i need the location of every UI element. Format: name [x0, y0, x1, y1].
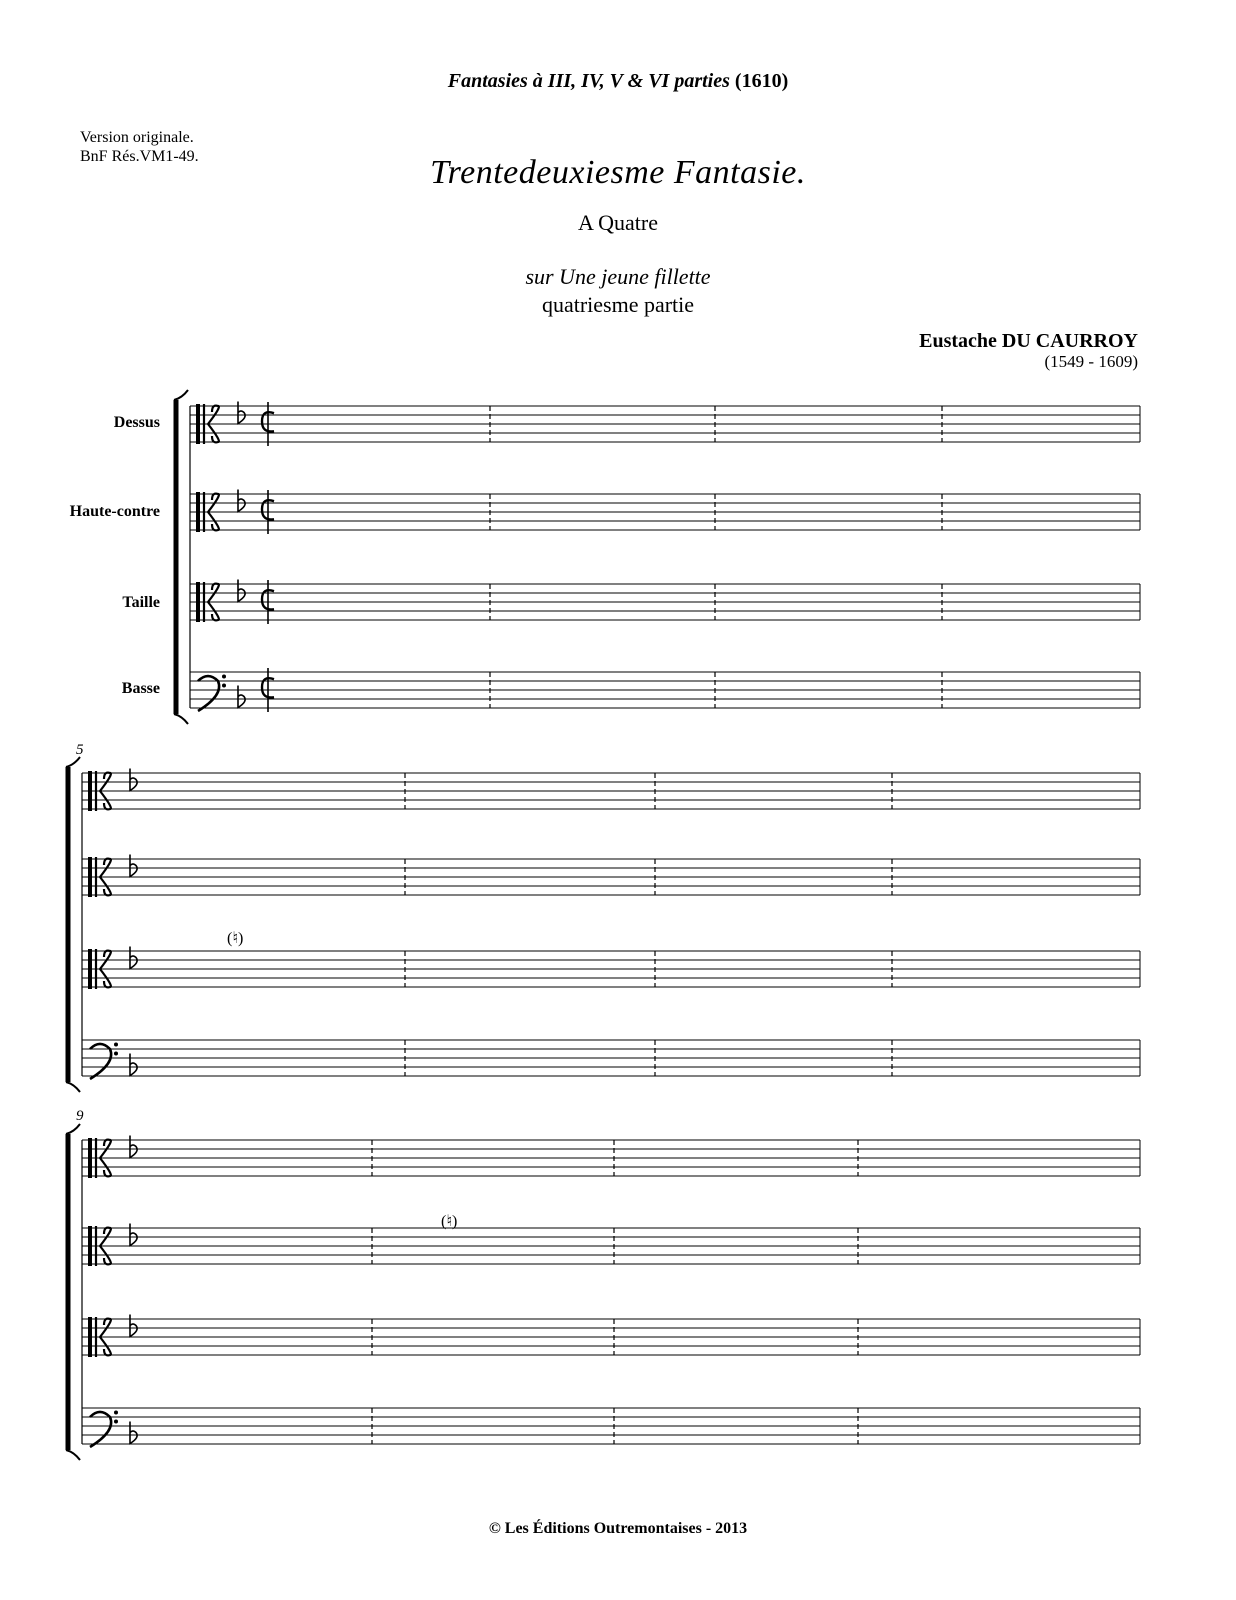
key-signature-flat — [130, 769, 137, 791]
key-signature-flat — [238, 686, 245, 708]
system-bracket-hook — [66, 1082, 80, 1092]
key-signature-flat — [130, 1315, 137, 1337]
composer-dates: (1549 - 1609) — [1044, 352, 1138, 371]
system-bracket-hook — [66, 757, 80, 767]
alto-clef-bar — [88, 1226, 92, 1266]
alto-clef-bar — [88, 857, 92, 897]
key-signature-flat — [130, 855, 137, 877]
system-bracket-hook — [174, 390, 188, 400]
system-bracket-hook — [174, 714, 188, 724]
system-bracket-hook — [66, 1124, 80, 1134]
bass-clef-dot — [114, 1420, 118, 1424]
key-signature-flat — [130, 1224, 137, 1246]
source-note-line1: Version originale. — [80, 129, 194, 146]
alto-clef-bar — [196, 492, 200, 532]
part-label-haute-contre: Haute-contre — [69, 503, 160, 520]
alto-clef-bar — [88, 949, 92, 989]
key-signature-flat — [238, 402, 245, 424]
cantus-firmus-line2: quatriesme partie — [541, 292, 695, 317]
key-signature-flat — [130, 1054, 137, 1076]
cantus-firmus-line1: sur Une jeune fillette — [525, 264, 711, 289]
composer-name: Eustache DU CAURROY — [919, 330, 1138, 352]
copyright-footer: © Les Éditions Outremontaises - 2013 — [488, 1520, 748, 1537]
part-label-basse: Basse — [121, 680, 160, 697]
key-signature-flat — [130, 1422, 137, 1444]
part-label-taille: Taille — [122, 594, 160, 611]
editorial-natural-mark-2: (♮) — [441, 1213, 458, 1230]
measure-number-5: 5 — [76, 742, 84, 758]
key-signature-flat — [130, 1136, 137, 1158]
key-signature-flat — [238, 490, 245, 512]
bass-clef-dot — [222, 675, 226, 679]
alto-clef-bar — [88, 1138, 92, 1178]
key-signature-flat — [130, 947, 137, 969]
piece-title: Trentedeuxiesme Fantasie. — [430, 154, 806, 191]
bass-clef-dot — [114, 1052, 118, 1056]
key-signature-flat — [238, 580, 245, 602]
alto-clef-bar — [196, 404, 200, 444]
alto-clef-bar — [88, 1317, 92, 1357]
editorial-natural-mark-1: (♮) — [227, 930, 244, 947]
measure-number-9: 9 — [76, 1108, 84, 1124]
bass-clef-dot — [114, 1411, 118, 1415]
source-note-line2: BnF Rés.VM1-49. — [80, 148, 199, 165]
alto-clef-bar — [88, 771, 92, 811]
bass-clef-dot — [222, 684, 226, 688]
collection-year: (1610) — [734, 70, 789, 92]
system-bracket-hook — [66, 1450, 80, 1460]
piece-subtitle: A Quatre — [577, 210, 659, 235]
editorial-marks — [227, 930, 457, 1230]
score-systems — [66, 390, 1140, 1460]
collection-title-text: Fantasies à III, IV, V & VI parties — [447, 70, 730, 92]
bass-clef-dot — [114, 1043, 118, 1047]
part-label-dessus: Dessus — [113, 414, 160, 431]
part-labels — [70, 414, 160, 697]
alto-clef-bar — [196, 582, 200, 622]
